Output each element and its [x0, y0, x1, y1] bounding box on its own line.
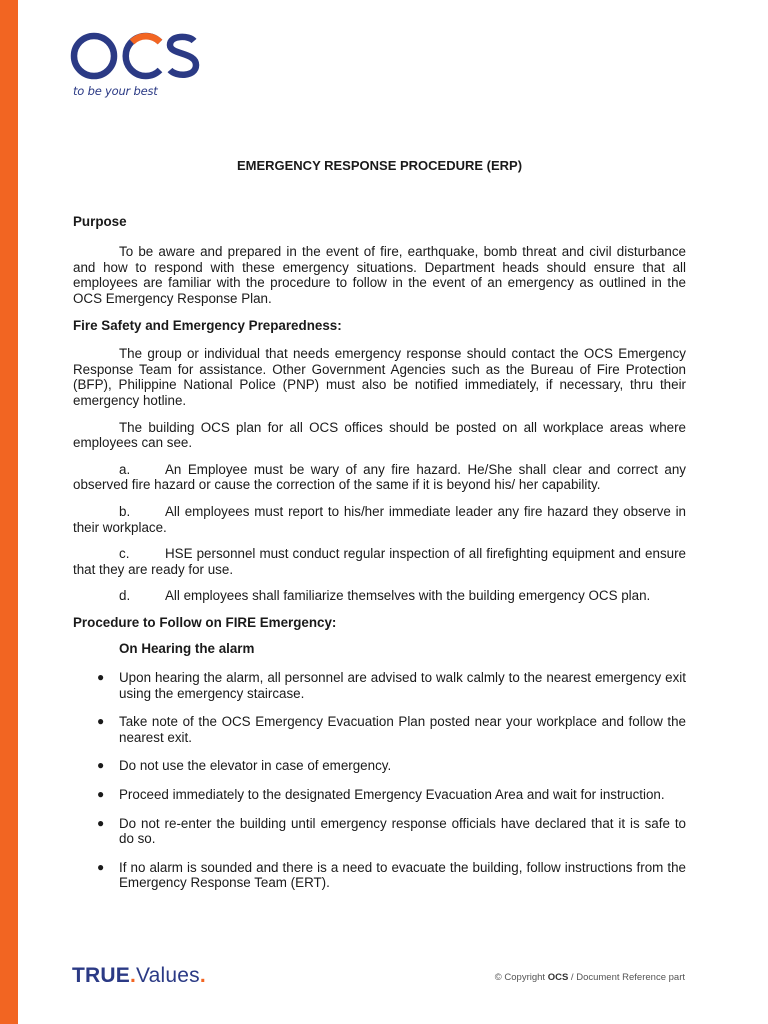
bullet-icon: ● [97, 815, 105, 830]
bullet-text: Upon hearing the alarm, all personnel are advised to walk calmly to the nearest emergency exit using the emergency staircase. [119, 670, 686, 701]
bullet-icon: ● [97, 859, 105, 874]
list-item [73, 787, 686, 803]
fire-safety-paragraph-1: The group or individual that needs emergency response should contact the OCS Emergency Response Team for assistance. Other Government Agencies such as the Bureau of Fire Protection (BFP), Philippine National Police (PNP) must also be notified immediately, if necessary, thru their emergency hotline. [73, 346, 686, 408]
purpose-paragraph: To be aware and prepared in the event of fire, earthquake, bomb threat and civil disturbance and how to respond with these emergency situations. Department heads should ensure that all employees are familiar with the procedure to follow in the event of an emergency as outlined in the OCS Emergency Response Plan. [73, 244, 686, 306]
fire-safety-paragraph-2: The building OCS plan for all OCS offices should be posted on all workplace areas where employees can see. [73, 419, 686, 451]
true-values-logo-strong: TRUE [72, 964, 130, 987]
copyright-brand: OCS [547, 972, 569, 983]
bullet-text: Do not use the elevator in case of emergency. [119, 758, 392, 774]
logo-tagline: to be your best [73, 84, 158, 98]
bullet-text: Proceed immediately to the designated Emergency Evacuation Area and wait for instruction. [119, 787, 665, 803]
bullet-text: Take note of the OCS Emergency Evacuation Plan posted near your workplace and follow the nearest exit. [119, 714, 686, 745]
fire-safety-heading: Fire Safety and Emergency Preparedness: [73, 317, 342, 333]
copyright-notice [495, 972, 685, 983]
alarm-bullet-list [73, 670, 686, 891]
bullet-text: If no alarm is sounded and there is a need to evacuate the building, follow instructions from the Emergency Response Team (ERT). [119, 859, 686, 891]
list-item-text: HSE personnel must conduct regular inspection of all firefighting equipment and ensure that they are ready for use. [73, 546, 686, 577]
true-values-logo [72, 964, 206, 988]
bullet-icon: ● [97, 758, 105, 773]
true-values-logo-light: Values [136, 964, 200, 987]
ocs-logo-mark [70, 30, 210, 86]
list-item-text: All employees shall familiarize themselves with the building emergency OCS plan. [165, 588, 651, 604]
list-item-b [73, 504, 686, 535]
copyright-suffix: / Document Reference part [568, 972, 685, 983]
list-item-a [73, 462, 686, 493]
list-item [73, 860, 686, 891]
list-item-text: An Employee must be wary of any fire hazard. He/She shall clear and correct any observed fire hazard or cause the correction of the same if it is beyond his/ her capability. [73, 461, 686, 493]
list-item-d [73, 588, 686, 604]
list-item-letter: d. [119, 588, 131, 604]
purpose-heading: Purpose [73, 213, 127, 229]
bullet-icon: ● [97, 787, 105, 802]
list-item-letter: b. [119, 503, 131, 519]
list-item [73, 758, 686, 774]
list-item-text: All employees must report to his/her immediate leader any fire hazard they observe in their workplace. [73, 503, 686, 535]
fire-procedure-heading: Procedure to Follow on FIRE Emergency: [73, 614, 337, 630]
document-title: EMERGENCY RESPONSE PROCEDURE (ERP) [236, 158, 523, 173]
list-item-letter: c. [119, 546, 130, 562]
bullet-text: Do not re-enter the building until emergency response officials have declared that it is safe to do so. [119, 815, 686, 847]
bullet-icon: ● [97, 670, 105, 685]
list-item [73, 816, 686, 847]
list-item [73, 670, 686, 701]
list-item-letter: a. [119, 461, 131, 477]
alarm-subheading: On Hearing the alarm [119, 641, 255, 657]
list-item-c [73, 546, 686, 577]
list-item [73, 714, 686, 745]
bullet-icon: ● [97, 714, 105, 729]
true-values-logo-end-dot: . [199, 964, 206, 987]
document-body [73, 158, 686, 904]
true-values-logo-dot: . [129, 964, 137, 987]
copyright-prefix: © Copyright [494, 972, 548, 983]
side-accent-stripe [0, 0, 18, 1024]
